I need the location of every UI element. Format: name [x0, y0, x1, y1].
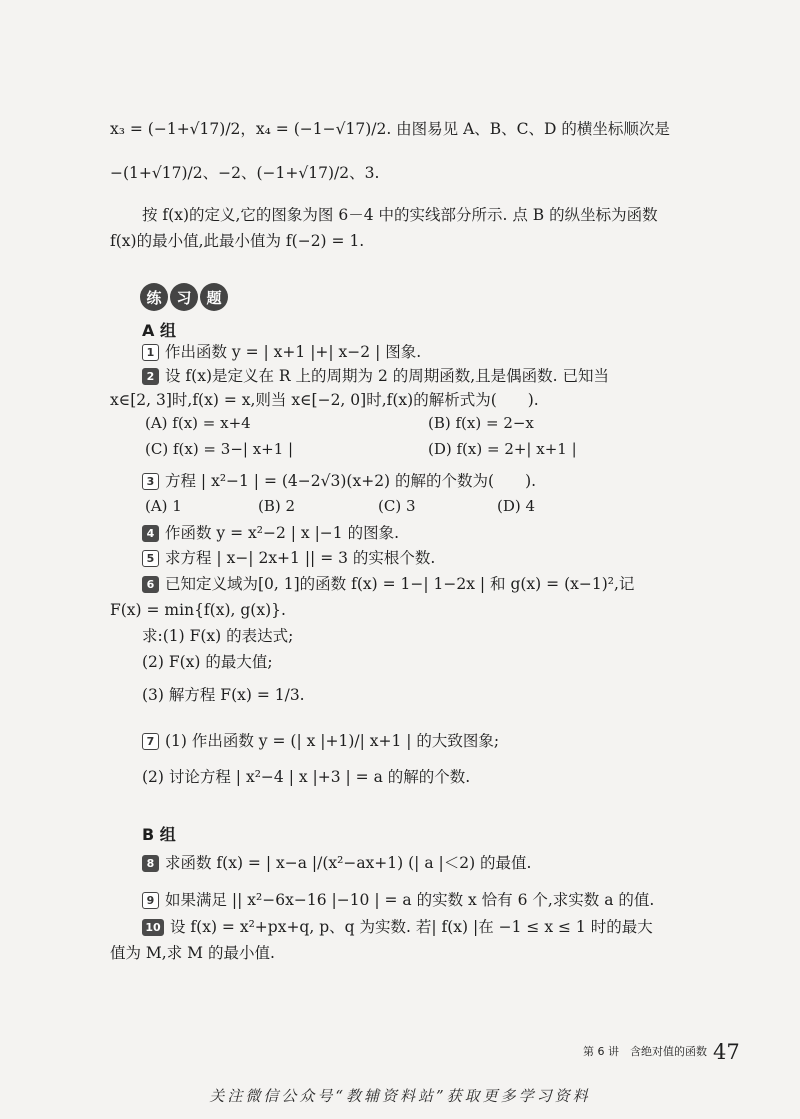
page-number: 47 — [713, 1040, 740, 1064]
problem-2-option-a: (A) f(x) = x+4 — [145, 414, 251, 432]
promo-banner: 关注微信公众号“教辅资料站”获取更多学习资料 — [209, 1087, 591, 1105]
problem-number-3: 3 — [142, 473, 159, 490]
problem-6: 6 已知定义域为[0, 1]的函数 f(x) = 1−| 1−2x | 和 g(x) = (x−1)²,记 — [142, 573, 634, 595]
group-b-heading: B 组 — [142, 825, 176, 844]
problem-4: 4 作函数 y = x²−2 | x |−1 的图象. — [142, 522, 399, 544]
problem-3-option-c: (C) 3 — [378, 497, 416, 515]
solution-line-1: x₃ = (−1+√17)/2，x₄ = (−1−√17)/2. 由图易见 A、B、C、D 的横坐标顺次是 — [110, 120, 670, 138]
group-a-heading: A 组 — [142, 321, 176, 340]
section-char-1: 练 — [140, 283, 168, 311]
problem-2: 2 设 f(x)是定义在 R 上的周期为 2 的周期函数,且是偶函数. 已知当 — [142, 365, 609, 387]
problem-9: 9 如果满足 || x²−6x−16 |−10 | = a 的实数 x 恰有 6 个,求实数 a 的值. — [142, 889, 654, 911]
solution-line-4: f(x)的最小值,此最小值为 f(−2) = 1. — [110, 232, 365, 250]
problem-number-6: 6 — [142, 576, 159, 593]
problem-number-8: 8 — [142, 855, 159, 872]
problem-1: 1 作出函数 y = | x+1 |+| x−2 | 图象. — [142, 341, 421, 363]
problem-10: 10 设 f(x) = x²+px+q, p、q 为实数. 若| f(x) |在 −1 ≤ x ≤ 1 时的最大 — [142, 916, 653, 938]
problem-2-option-d: (D) f(x) = 2+| x+1 | — [428, 440, 577, 458]
problem-number-9: 9 — [142, 892, 159, 909]
problem-6-line-5: (3) 解方程 F(x) = 1/3. — [142, 686, 305, 704]
section-char-3: 题 — [200, 283, 228, 311]
problem-2-option-b: (B) f(x) = 2−x — [428, 414, 534, 432]
problem-5: 5 求方程 | x−| 2x+1 || = 3 的实根个数. — [142, 547, 435, 569]
problem-8: 8 求函数 f(x) = | x−a |/(x²−ax+1) (| a |＜2) 的最值. — [142, 852, 531, 874]
chapter-title: 第 6 讲 含绝对值的函数 — [583, 1045, 707, 1058]
problem-3-option-d: (D) 4 — [497, 497, 536, 515]
problem-3-option-a: (A) 1 — [145, 497, 182, 515]
problem-2-cont: x∈[2, 3]时,f(x) = x,则当 x∈[−2, 0]时,f(x)的解析式为( ). — [110, 391, 539, 409]
problem-2-option-c: (C) f(x) = 3−| x+1 | — [145, 440, 294, 458]
problem-3-option-b: (B) 2 — [258, 497, 296, 515]
problem-6-line-2: F(x) = min{f(x), g(x)}. — [110, 601, 286, 619]
solution-line-3: 按 f(x)的定义,它的图象为图 6－4 中的实线部分所示. 点 B 的纵坐标为函数 — [142, 206, 658, 224]
problem-number-4: 4 — [142, 525, 159, 542]
problem-number-2: 2 — [142, 368, 159, 385]
problem-10-line-2: 值为 M,求 M 的最小值. — [110, 944, 275, 962]
page-footer — [583, 1040, 740, 1064]
problem-3: 3 方程 | x²−1 | = (4−2√3)(x+2) 的解的个数为( ). — [142, 470, 536, 492]
problem-6-line-3: 求:(1) F(x) 的表达式; — [142, 627, 294, 645]
problem-number-7: 7 — [142, 733, 159, 750]
problem-number-5: 5 — [142, 550, 159, 567]
section-char-2: 习 — [170, 283, 198, 311]
exercise-section-title — [140, 283, 228, 311]
problem-6-line-4: (2) F(x) 的最大值; — [142, 653, 273, 671]
problem-number-1: 1 — [142, 344, 159, 361]
problem-7: 7 (1) 作出函数 y = (| x |+1)/| x+1 | 的大致图象; — [142, 730, 499, 752]
problem-number-10: 10 — [142, 919, 164, 936]
solution-line-2: −(1+√17)/2、−2、(−1+√17)/2、3. — [110, 164, 380, 182]
problem-7-line-2: (2) 讨论方程 | x²−4 | x |+3 | = a 的解的个数. — [142, 768, 471, 786]
